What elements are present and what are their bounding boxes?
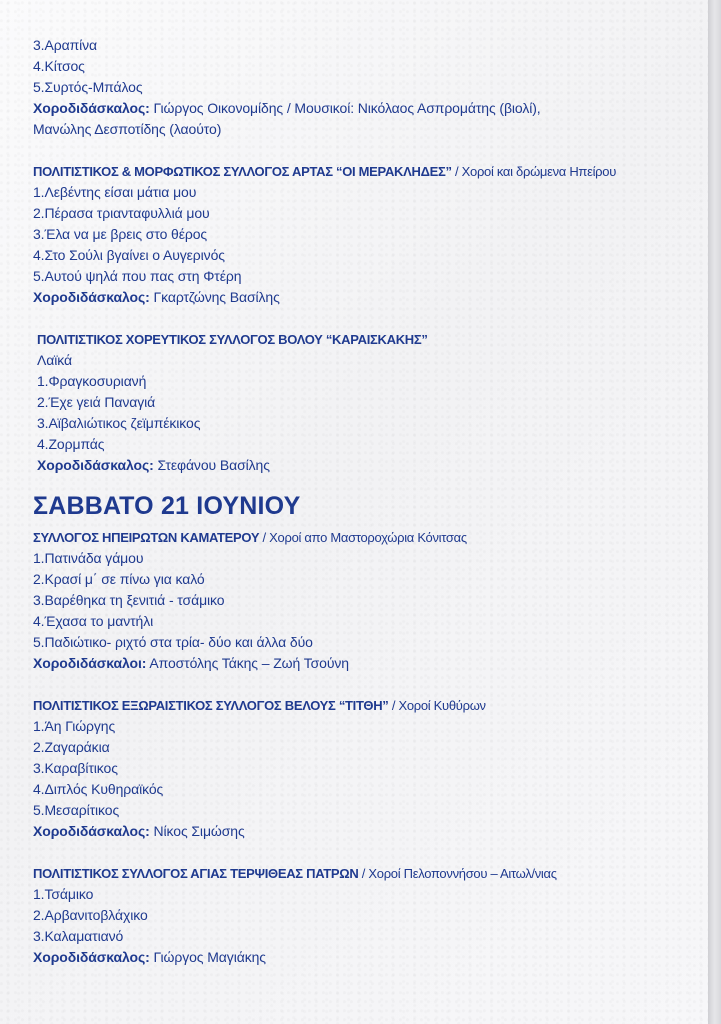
spacer [33,842,688,863]
instructor-line [33,821,688,842]
instructor-line [33,287,688,308]
section-kamaterou [33,527,688,674]
instructor-name: Στεφάνου Βασίλης [153,457,270,473]
section-patron [33,863,688,968]
dance-item: 3.Καραβίτικος [33,760,118,776]
dance-item: 1.Λεβέντης είσαι μάτια μου [33,184,197,200]
dance-item: 3.Καλαματιανό [33,928,124,944]
instructor-label: Χοροδιδάσκαλος: [33,949,150,965]
instructor-name: Αποστόλης Τάκης – Ζωή Τσούνη [146,655,349,671]
group-theme: / Χοροί και δρώμενα Ηπείρου [451,164,617,179]
instructor-line [37,455,688,476]
group-header [33,695,688,716]
dance-item: 1.Τσάμικο [33,886,94,902]
dance-item: 1.Πατινάδα γάμου [33,550,144,566]
dance-item: 3.Αραπίνα [33,37,98,53]
instructor-name: Νίκος Σιμώσης [149,823,245,839]
instructor-label: Χοροδιδάσκαλος: [33,289,150,305]
group-header [37,329,688,350]
dance-item: 1.Φραγκοσυριανή [37,373,147,389]
section-volou [37,329,688,476]
instructor-line [33,653,688,674]
instructor-label: Χοροδιδάσκαλος: [33,100,150,116]
instructor-line [33,947,688,968]
instructor-name: Γκαρτζώνης Βασίλης [149,289,280,305]
group-theme: / Χοροί Κυθύρων [388,698,486,713]
spacer [33,308,688,329]
instructor-name: Γιώργος Μαγιάκης [149,949,266,965]
dance-item: 5.Μεσαρίτικος [33,802,120,818]
section-velou [33,695,688,842]
group-theme: Λαϊκά [37,352,72,368]
dance-item: 4.Έχασα το μαντήλι [33,613,154,629]
group-name: ΠΟΛΙΤΙΣΤΙΚΟΣ ΣΥΛΛΟΓΟΣ ΑΓΙΑΣ ΤΕΡΨΙΘΕΑΣ ΠΑΤΡΩΝ [33,866,359,881]
group-name: ΠΟΛΙΤΙΣΤΙΚΟΣ ΧΟΡΕΥΤΙΚΟΣ ΣΥΛΛΟΓΟΣ ΒΟΛΟΥ “ΚΑΡΑΙΣΚΑΚΗΣ” [37,332,428,347]
dance-item: 4.Ζορμπάς [37,436,105,452]
group-name: ΠΟΛΙΤΙΣΤΙΚΟΣ & ΜΟΡΦΩΤΙΚΟΣ ΣΥΛΛΟΓΟΣ ΑΡΤΑΣ “ΟΙ ΜΕΡΑΚΛΗΔΕΣ” [33,164,452,179]
spacer [33,140,688,161]
group-header [33,527,688,548]
section-artas [33,161,688,308]
dance-item: 3.Βαρέθηκα τη ξενιτιά - τσάμικο [33,592,225,608]
dance-item: 5.Αυτού ψηλά που πας στη Φτέρη [33,268,242,284]
dance-item: 4.Κίτσος [33,58,85,74]
dance-item: 2.Κρασί μ΄ σε πίνω για καλό [33,571,205,587]
instructor-name: Γιώργος Οικονομίδης / Μουσικοί: Νικόλαος Ασπρομάτης (βιολί), [149,100,541,116]
dance-item: 2.Ζαγαράκια [33,739,110,755]
day-heading: ΣΑΒΒΑΤΟ 21 ΙΟΥΝΙΟΥ [33,492,301,520]
group-theme: / Χοροί απο Μαστοροχώρια Κόνιτσας [259,530,467,545]
instructor-label: Χοροδιδάσκαλοι: [33,655,147,671]
dance-item: 4.Στο Σούλι βγαίνει ο Αυγερινός [33,247,225,263]
section-top-continuation [33,35,688,140]
dance-item: 2.Έχε γειά Παναγιά [37,394,156,410]
group-header [33,161,688,182]
instructor-line-continued: Μανώλης Δεσποτίδης (λαούτο) [33,121,222,137]
dance-item: 5.Συρτός-Μπάλος [33,79,143,95]
instructor-label: Χοροδιδάσκαλος: [37,457,154,473]
dance-item: 5.Παδιώτικο- ριχτό στα τρία- δύο και άλλα δύο [33,634,313,650]
page-edge [708,0,721,1024]
dance-item: 3.Αϊβαλιώτικος ζεϊμπέκικος [37,415,201,431]
dance-item: 1.Άη Γιώργης [33,718,116,734]
instructor-label: Χοροδιδάσκαλος: [33,823,150,839]
group-name: ΠΟΛΙΤΙΣΤΙΚΟΣ ΕΞΩΡΑΙΣΤΙΚΟΣ ΣΥΛΛΟΓΟΣ ΒΕΛΟΥΣ “ΤΙΤΘΗ” [33,698,389,713]
group-theme: / Χοροί Πελοποννήσου – Αιτωλ/νιας [358,866,557,881]
instructor-line [33,98,688,119]
group-name: ΣΥΛΛΟΓΟΣ ΗΠΕΙΡΩΤΩΝ ΚΑΜΑΤΕΡΟΥ [33,530,260,545]
dance-item: 4.Διπλός Κυθηραϊκός [33,781,164,797]
group-header [33,863,688,884]
program-content [33,35,688,968]
dance-item: 2.Αρβανιτοβλάχικο [33,907,148,923]
dance-item: 3.Έλα να με βρεις στο θέρος [33,226,208,242]
spacer [33,674,688,695]
dance-item: 2.Πέρασα τριανταφυλλιά μου [33,205,210,221]
